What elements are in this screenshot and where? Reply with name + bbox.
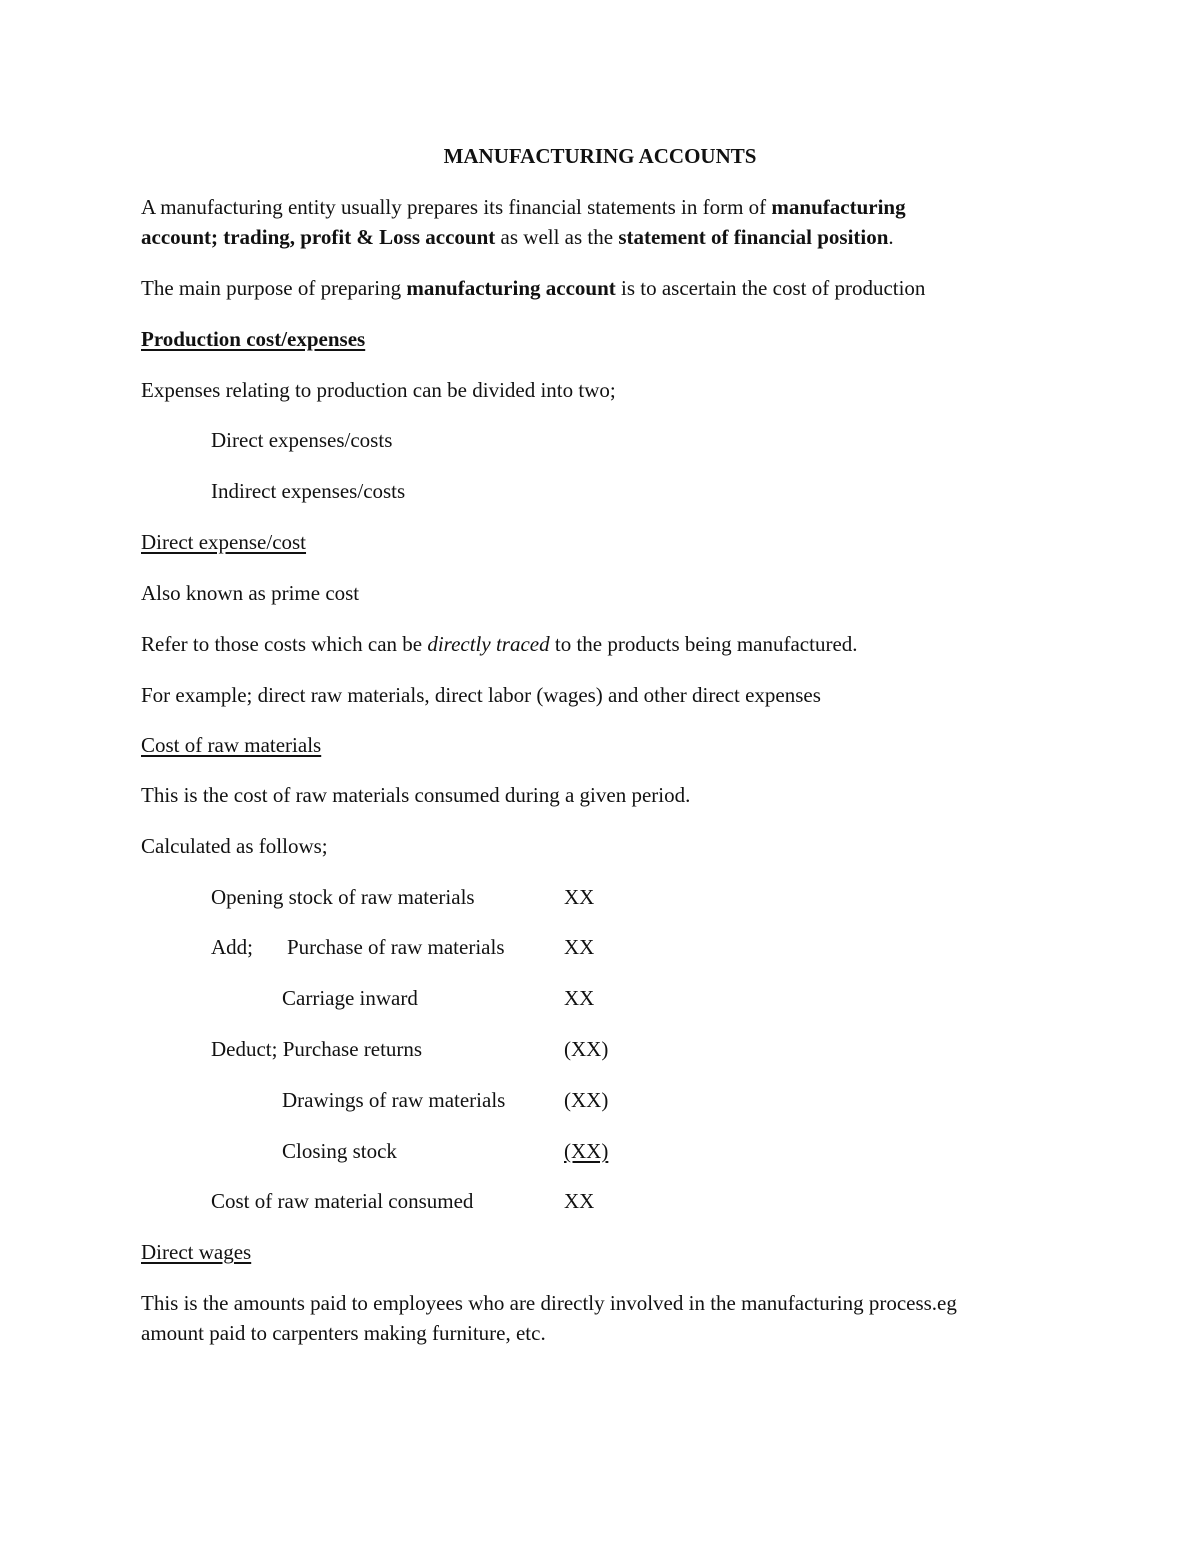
calc-row-prefix: Add;: [211, 935, 253, 959]
calc-row-amount: (XX): [564, 1139, 609, 1163]
production-item: Indirect expenses/costs: [211, 479, 406, 503]
calc-row-amount: XX: [564, 935, 595, 959]
calc-row-label: Carriage inward: [282, 986, 418, 1010]
direct-wages-heading: Direct wages: [141, 1240, 252, 1264]
intro-bold-term: account; trading, profit & Loss account: [141, 225, 496, 249]
intro-bold-term: manufacturing: [771, 195, 906, 219]
calc-row-amount: XX: [564, 885, 595, 909]
raw-materials-heading: Cost of raw materials: [141, 733, 322, 757]
calc-row-label: Deduct; Purchase returns: [211, 1037, 423, 1061]
calc-row-amount: XX: [564, 986, 595, 1010]
calc-row-label: Closing stock: [282, 1139, 397, 1163]
calc-row-amount: (XX): [564, 1037, 609, 1061]
calc-row-label: Drawings of raw materials: [282, 1088, 506, 1112]
production-item: Direct expenses/costs: [211, 428, 393, 452]
calc-row-label: Cost of raw material consumed: [211, 1189, 474, 1213]
production-text: Expenses relating to production can be divided into two;: [141, 378, 616, 402]
intro-paragraph-line-2: [141, 222, 894, 252]
direct-expense-definition: [141, 629, 858, 659]
definition-text: Refer to those costs which can be: [141, 632, 423, 656]
raw-materials-text: This is the cost of raw materials consumed during a given period.: [141, 783, 691, 807]
intro-text: as well as the: [500, 225, 614, 249]
purpose-bold-term: manufacturing account: [406, 276, 616, 300]
direct-expense-heading: Direct expense/cost: [141, 530, 307, 554]
intro-bold-term: statement of financial position: [618, 225, 889, 249]
purpose-text: The main purpose of preparing: [141, 276, 402, 300]
direct-wages-text-line-2: amount paid to carpenters making furniture, etc.: [141, 1321, 546, 1345]
calc-row-amount: XX: [564, 1189, 595, 1213]
purpose-text: is to ascertain the cost of production: [621, 276, 926, 300]
direct-wages-text-line-1: This is the amounts paid to employees who are directly involved in the manufacturing process.eg: [141, 1291, 957, 1315]
calc-row-label: Purchase of raw materials: [287, 935, 505, 959]
direct-expense-aka: Also known as prime cost: [141, 581, 360, 605]
calc-intro: Calculated as follows;: [141, 834, 328, 858]
purpose-paragraph: [141, 273, 925, 303]
document-title: MANUFACTURING ACCOUNTS: [443, 144, 757, 168]
intro-period: .: [888, 225, 894, 249]
production-heading: Production cost/expenses: [141, 327, 366, 351]
definition-italic: directly traced: [427, 632, 550, 656]
intro-text: A manufacturing entity usually prepares its financial statements in form of: [141, 195, 767, 219]
intro-paragraph-line-1: [141, 192, 906, 222]
calc-row-amount: (XX): [564, 1088, 609, 1112]
calc-row-label: Opening stock of raw materials: [211, 885, 475, 909]
direct-expense-example: For example; direct raw materials, direct labor (wages) and other direct expenses: [141, 683, 821, 707]
definition-text: to the products being manufactured.: [554, 632, 858, 656]
